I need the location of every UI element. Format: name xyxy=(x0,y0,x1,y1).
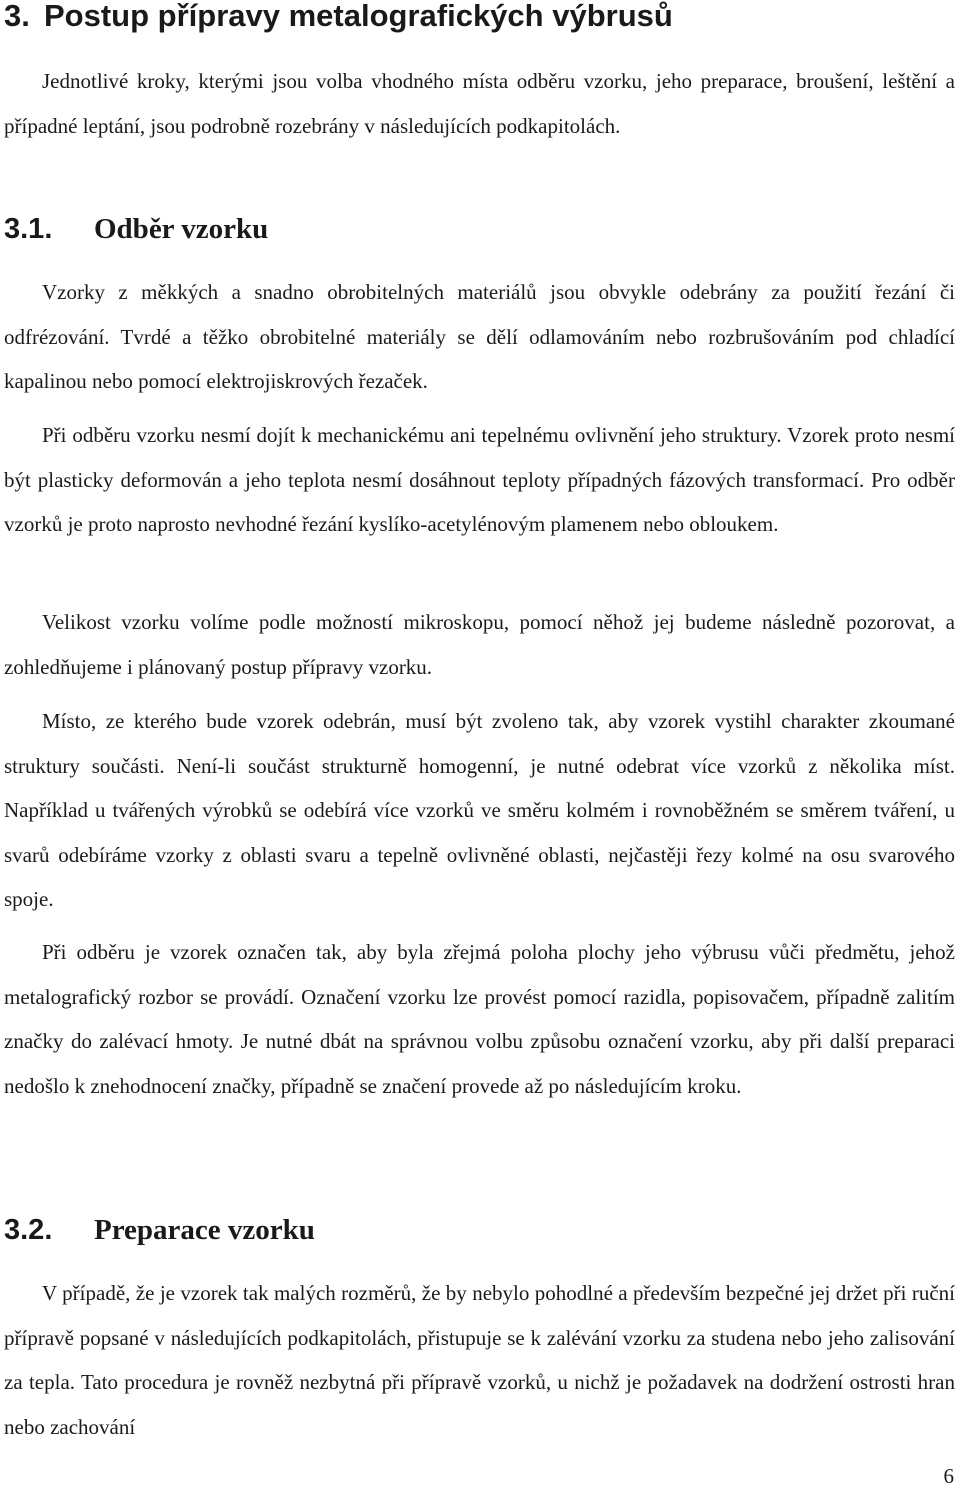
page-number: 6 xyxy=(943,1464,954,1488)
paragraph: Vzorky z měkkých a snadno obrobitelných materiálů jsou obvykle odebrány za použití řezání či odfrézování. Tvrdé a těžko obrobitelné materiály se dělí odlamováním nebo rozbrušováním pod chladící kapalinou nebo pomocí elektrojiskrových řezaček. xyxy=(4,280,955,393)
section-title: Preparace vzorku xyxy=(94,1214,315,1246)
paragraph: Velikost vzorku volíme podle možností mikroskopu, pomocí něhož jej budeme následně pozorovat, a zohledňujeme i plánovaný postup přípravy vzorku. xyxy=(4,610,955,679)
chapter-number: 3. xyxy=(4,0,30,33)
chapter-heading xyxy=(4,0,673,38)
section-heading-preparace xyxy=(4,1210,315,1250)
paragraph: Při odběru je vzorek označen tak, aby byla zřejmá poloha plochy jeho výbrusu vůči předmětu, jehož metalografický rozbor se provádí. Označení vzorku lze provést pomocí razidla, popisovačem, případně zalitím značky do zalévací hmoty. Je nutné dbát na správnou volbu způsobu označení vzorku, aby při další preparaci nedošlo k znehodnocení značky, případně se značení provede až po následujícím kroku. xyxy=(4,940,955,1098)
section-title: Odběr vzorku xyxy=(94,213,269,245)
paragraph: V případě, že je vzorek tak malých rozměrů, že by nebylo pohodlné a především bezpečné jej držet při ruční přípravě popsané v následujících podkapitolách, přistupuje se k zalévání vzorku za studena nebo jeho zalisování za tepla. Tato procedura je rovněž nezbytná při přípravě vzorků, u nichž je požadavek na dodržení ostrosti hran nebo zachování xyxy=(4,1281,955,1439)
intro-paragraph: Jednotlivé kroky, kterými jsou volba vhodného místa odběru vzorku, jeho preparace, broušení, leštění a případné leptání, jsou podrobně rozebrány v následujících podkapitolách. xyxy=(4,69,955,138)
section-heading-odber xyxy=(4,209,268,249)
chapter-title: Postup přípravy metalografických výbrusů xyxy=(44,0,673,33)
paragraph: Při odběru vzorku nesmí dojít k mechanickému ani tepelnému ovlivnění jeho struktury. Vzorek proto nesmí být plasticky deformován a jeho teplota nesmí dosáhnout teploty případných fázových transformací. Pro odběr vzorků je proto naprosto nevhodné řezání kyslíko-acetylénovým plamenem nebo obloukem. xyxy=(4,423,955,536)
section-number: 3.1. xyxy=(4,213,53,245)
section-number: 3.2. xyxy=(4,1214,53,1246)
paragraph: Místo, ze kterého bude vzorek odebrán, musí být zvoleno tak, aby vzorek vystihl charakter zkoumané struktury součásti. Není-li součást strukturně homogenní, je nutné odebrat více vzorků z několika míst. Například u tvářených výrobků se odebírá více vzorků ve směru kolmém i rovnoběžném se směrem tváření, u svarů odebíráme vzorky z oblasti svaru a tepelně ovlivněné oblasti, nejčastěji řezy kolmé na osu svarového spoje. xyxy=(4,709,955,911)
